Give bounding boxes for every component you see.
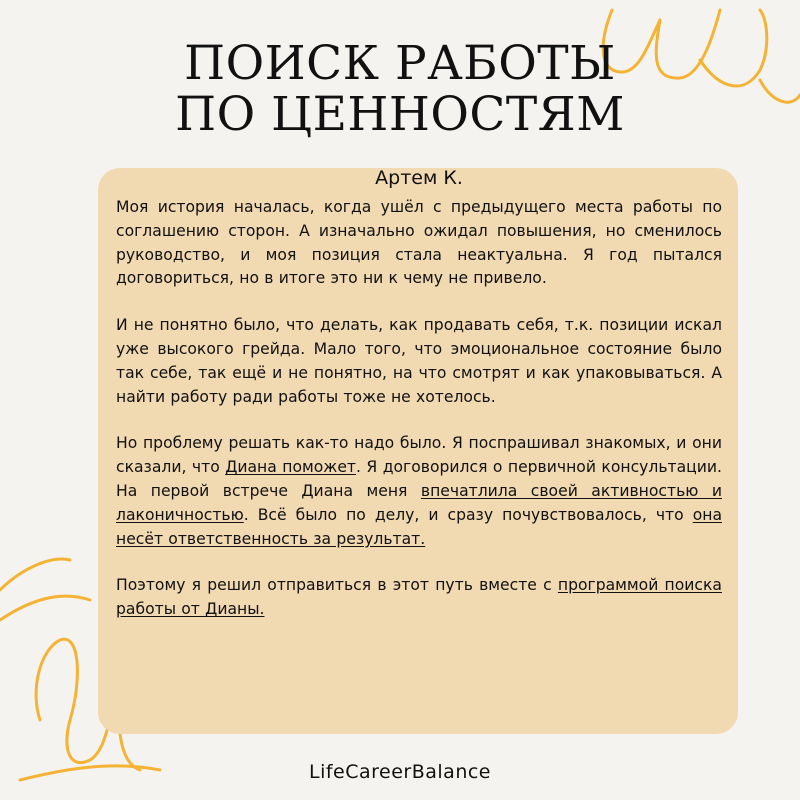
paragraph-2-text: И не понятно было, что делать, как продавать себя, т.к. позиции искал уже высокого грейда. Мало того, что эмоциональное состояние было так себе, так ещё и не понятно, на что смотрят и как упаковываться. А найти работу ради работы тоже не хотелось. [116,316,722,406]
paragraph-3 [116,432,722,551]
paragraph-2 [116,314,722,409]
page-title-line-1: ПОИСК РАБОТЫ [184,36,616,91]
page-title-line-2: ПО ЦЕННОСТЯМ [175,87,625,142]
paragraph-3-text-b: . Я договорился о первичной консультации. На первой встрече Диана меня [116,458,723,500]
paragraph-3-text-a: Но проблему решать как-то надо было. Я поспрашивал знакомых, и они сказали, что [116,434,722,477]
paragraph-4-text: Поэтому я решил отправиться в этот путь вместе с [116,576,558,595]
paragraph-3-text-c: . Всё было по делу, и сразу почувствовалось, что [243,505,693,524]
page-title [0,38,800,140]
paragraph-4 [116,574,722,622]
author-name: Артем К. [375,167,463,189]
underlined-phrase-program: программой поиска работы от Дианы. [116,576,722,619]
underlined-phrase-responsibility: она несёт ответственность за результат. [116,505,722,548]
testimonial-card [98,168,738,734]
paragraph-1-text: Моя история началась, когда ушёл с предыдущего места работы по соглашению сторон. А изначально ожидал повышения, но сменилось руководство, и моя позиция стала неактуальна. Я год пытался договориться, но в итоге это ни к чему не привело. [116,198,722,288]
underlined-phrase-diana-helps: Диана поможет [225,458,357,477]
underlined-phrase-impressed: впечатлила своей активностью и лаконичностью [116,481,722,524]
brand-footer: LifeCareerBalance [308,761,491,783]
paragraph-1 [116,196,722,291]
